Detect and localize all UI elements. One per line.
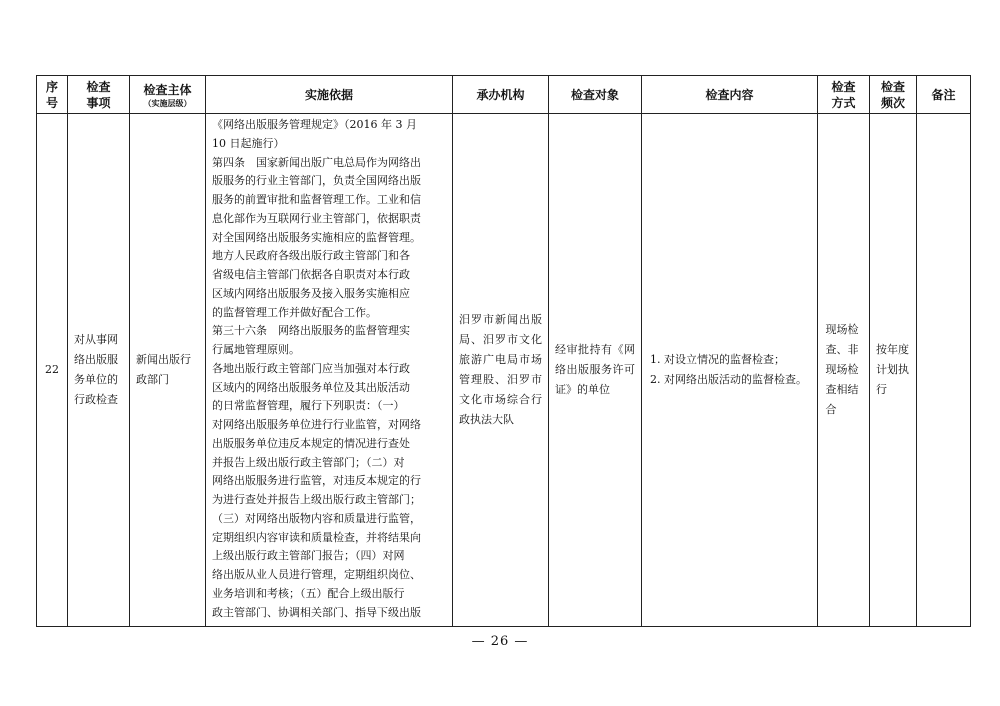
cell-freq-text: 按年度计划执行 — [876, 343, 909, 396]
cell-freq — [870, 114, 917, 627]
basis-line: 10 日起施行） — [212, 136, 285, 150]
header-seq-text: 序号 — [45, 79, 58, 110]
basis-line: 各地出版行政主管部门应当加强对本行政 — [212, 361, 410, 375]
basis-line: 《网络出版服务管理规定》（2016 年 3 月 — [212, 118, 417, 131]
cell-subject — [130, 114, 206, 627]
cell-item-text: 对从事网络出版服务单位的行政检查 — [74, 333, 118, 406]
content-line: 2. 对网络出版活动的监督检查。 — [650, 373, 807, 386]
basis-text — [212, 116, 448, 624]
basis-line: 并报告上级出版行政主管部门；（二）对 — [212, 455, 405, 469]
cell-remark — [917, 114, 971, 627]
header-freq — [870, 76, 917, 114]
basis-line: 第三十六条 网络出版服务的监督管理实 — [212, 324, 410, 338]
content-list — [650, 350, 809, 390]
header-org: 承办机构 — [453, 76, 549, 114]
basis-line: 络出版从业人员进行管理，定期组织岗位、 — [212, 568, 421, 581]
basis-line: 省级电信主管部门依据各自职责对本行政 — [212, 268, 410, 281]
header-seq — [37, 76, 68, 114]
cell-org — [453, 114, 549, 627]
basis-line: 出版服务单位违反本规定的情况进行查处 — [212, 436, 410, 450]
basis-line: 地方人民政府各级出版行政主管部门和各 — [212, 249, 410, 263]
cell-basis — [206, 114, 453, 627]
cell-content — [642, 114, 818, 627]
table-row — [37, 114, 971, 627]
basis-line: 对全国网络出版服务实施相应的监督管理。 — [212, 230, 421, 244]
basis-line: 区域内的网络出版服务单位及其出版活动 — [212, 380, 410, 394]
cell-subject-text: 新闻出版行政部门 — [136, 353, 191, 386]
header-target: 检查对象 — [549, 76, 642, 114]
basis-line: 政主管部门、协调相关部门、指导下级出版 — [212, 605, 421, 619]
cell-seq: 22 — [37, 114, 68, 627]
cell-target — [549, 114, 642, 627]
table-header-row — [37, 76, 971, 114]
basis-line: 定期组织内容审读和质量检查，并将结果向 — [212, 530, 421, 544]
basis-line: 对网络出版服务单位进行行业监管，对网络 — [212, 418, 421, 431]
basis-line: 息化部作为互联网行业主管部门，依据职责 — [212, 211, 421, 225]
header-content: 检查内容 — [642, 76, 818, 114]
basis-line: 的日常监督管理，履行下列职责：（一） — [212, 399, 405, 413]
basis-line: 网络出版服务进行监管，对违反本规定的行 — [212, 474, 421, 488]
header-method-text: 检查方式 — [831, 79, 856, 110]
basis-line: 版服务的行业主管部门，负责全国网络出版 — [212, 174, 421, 188]
header-subject-text: 检查主体 — [143, 82, 192, 97]
header-item-text: 检查事项 — [86, 79, 111, 110]
cell-org-text: 汨罗市新闻出版局、汨罗市文化旅游广电局市场管理股、汨罗市文化市场综合行政执法大队 — [459, 313, 542, 426]
basis-line: 行属地管理原则。 — [212, 343, 300, 356]
basis-line: 服务的前置审批和监督管理工作。工业和信 — [212, 193, 421, 206]
cell-target-text: 经审批持有《网络出版服务许可证》的单位 — [555, 343, 635, 396]
header-subject-sub: （实施层级） — [143, 97, 192, 108]
header-freq-text: 检查频次 — [880, 79, 905, 110]
header-basis: 实施依据 — [206, 76, 453, 114]
page-number: — 26 — — [471, 634, 529, 649]
basis-line: 业务培训和考核；（五）配合上级出版行 — [212, 586, 405, 600]
basis-line: （三）对网络出版物内容和质量进行监管， — [212, 511, 421, 525]
cell-method-text: 现场检查、非现场检查相结合 — [825, 323, 859, 416]
cell-item — [68, 114, 130, 627]
basis-line: 上级出版行政主管部门报告；（四）对网 — [212, 549, 405, 563]
header-remark: 备注 — [917, 76, 971, 114]
header-method — [818, 76, 870, 114]
cell-method — [818, 114, 870, 627]
content-line: 1. 对设立情况的监督检查； — [650, 353, 785, 366]
header-item — [68, 76, 130, 114]
header-subject — [130, 76, 206, 114]
inspection-table — [36, 75, 971, 627]
basis-line: 区域内网络出版服务及接入服务实施相应 — [212, 286, 410, 300]
basis-line: 第四条 国家新闻出版广电总局作为网络出 — [212, 155, 421, 169]
basis-line: 的监督管理工作并做好配合工作。 — [212, 305, 377, 319]
basis-line: 为进行查处并报告上级出版行政主管部门； — [212, 493, 421, 506]
